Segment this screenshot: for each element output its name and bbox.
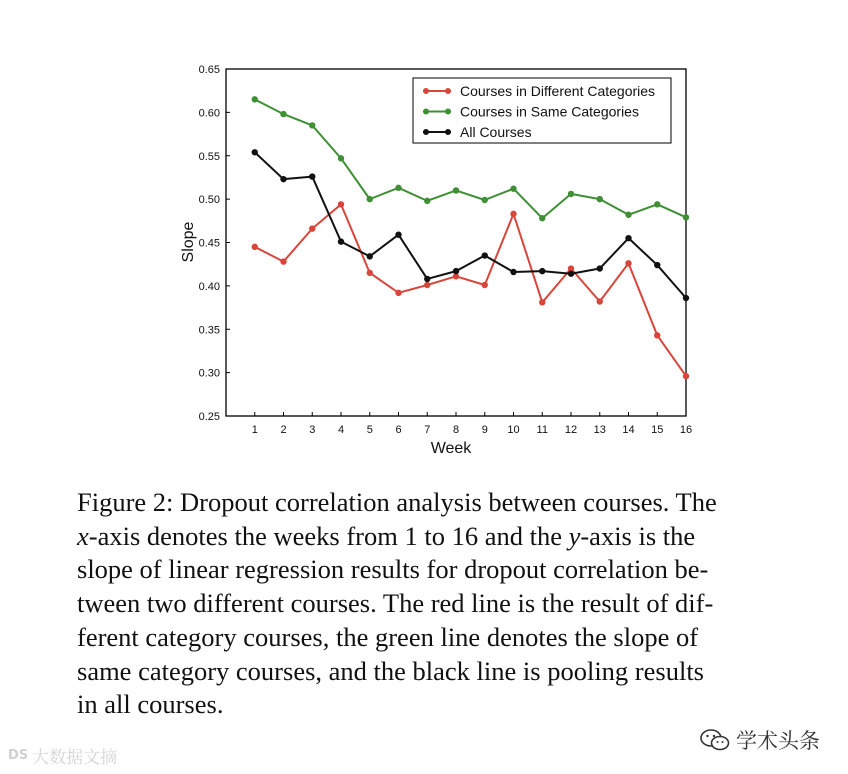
x-tick-label: 3 [309,424,316,436]
x-tick-label: 11 [536,424,548,436]
data-point-courses-in-same-categories [367,196,373,202]
x-tick-label: 5 [366,424,373,436]
data-point-courses-in-same-categories [510,186,516,192]
data-point-courses-in-same-categories [338,155,344,161]
data-point-all-courses [309,173,315,179]
data-point-courses-in-same-categories [424,198,430,204]
y-tick-label: 0.55 [198,150,220,163]
data-point-all-courses [395,231,401,237]
data-point-courses-in-different-categories [395,290,401,296]
caption-line-2-mid: -axis denotes the weeks from 1 to 16 and the [88,520,569,551]
caption-x-variable: x [77,520,89,551]
x-axis-title: Week [430,440,472,457]
data-point-courses-in-different-categories [252,244,258,250]
data-point-courses-in-different-categories [625,260,631,266]
data-point-courses-in-same-categories [683,214,689,220]
y-tick-label: 0.30 [198,367,220,380]
data-point-courses-in-different-categories [280,258,286,264]
data-point-courses-in-same-categories [280,111,286,117]
series-line-all-courses [255,152,686,298]
x-tick-label: 16 [679,424,693,436]
data-point-courses-in-same-categories [539,215,545,221]
data-point-courses-in-different-categories [367,270,373,276]
data-point-all-courses [539,268,545,274]
data-point-all-courses [568,271,574,277]
caption-line-4: tween two different courses. The red line is the result of dif- [77,588,714,619]
caption-line-5: ferent category courses, the green line denotes the slope of [77,621,699,652]
data-point-all-courses [625,235,631,241]
data-point-all-courses [338,238,344,244]
caption-line-3: slope of linear regression results for dropout correlation be- [77,554,709,585]
data-point-courses-in-same-categories [597,196,603,202]
x-tick-label: 8 [452,424,460,436]
x-tick-label: 9 [481,424,488,436]
data-point-all-courses [597,265,603,271]
data-point-courses-in-different-categories [510,211,516,217]
caption-line-2-end: -axis is the [580,520,696,551]
data-point-courses-in-same-categories [625,212,631,218]
legend-label-courses-in-same-categories: Courses in Same Categories [460,103,639,120]
wechat-icon [700,728,730,752]
data-point-courses-in-different-categories [424,282,430,288]
x-tick-label: 15 [651,424,664,436]
data-point-courses-in-different-categories [482,282,488,288]
series-line-courses-in-different-categories [255,204,686,376]
legend-marker-courses-in-same-categories [445,109,451,115]
data-point-all-courses [280,176,286,182]
x-tick-label: 1 [251,424,258,436]
data-point-all-courses [510,269,516,275]
data-point-courses-in-different-categories [309,225,315,231]
y-tick-label: 0.25 [198,411,220,423]
caption-line-1: Figure 2: Dropout correlation analysis between courses. The [77,487,717,517]
y-axis-title: Slope [180,221,197,263]
data-point-all-courses [654,262,660,268]
x-tick-label: 12 [564,424,578,436]
data-point-all-courses [367,253,373,259]
data-point-all-courses [252,149,258,155]
x-tick-label: 6 [395,424,402,436]
x-tick-label: 7 [424,424,431,436]
x-tick-label: 4 [337,424,345,436]
legend-label-all-courses: All Courses [460,124,532,140]
data-point-courses-in-different-categories [539,299,545,305]
caption-line-2 [77,520,812,554]
y-tick-label: 0.50 [198,194,220,207]
legend-marker-courses-in-different-categories [423,88,429,94]
watermark-right-text: 学术头条 [736,729,820,753]
data-point-courses-in-different-categories [338,201,344,207]
data-point-courses-in-same-categories [568,191,574,197]
x-tick-label: 14 [622,424,635,436]
watermark-right [700,725,820,755]
data-point-courses-in-same-categories [309,122,315,128]
data-point-all-courses [453,268,459,274]
y-tick-label: 0.60 [198,107,220,120]
data-point-courses-in-different-categories [654,332,660,338]
watermark-logo: DS [8,748,29,763]
data-point-courses-in-same-categories [395,185,401,191]
data-point-courses-in-same-categories [252,96,258,102]
y-tick-label: 0.40 [198,280,220,293]
legend-marker-courses-in-different-categories [445,88,451,94]
legend [413,78,671,143]
x-tick-label: 13 [593,424,606,436]
x-tick-label: 10 [507,424,520,436]
caption-y-variable: y [568,520,581,551]
data-point-courses-in-same-categories [453,187,459,193]
legend-marker-courses-in-same-categories [423,109,429,115]
legend-marker-all-courses [423,129,429,135]
x-tick-label: 2 [280,424,287,436]
data-point-courses-in-different-categories [597,298,603,304]
data-point-all-courses [683,295,689,301]
caption-line-6: same category courses, and the black line is pooling results [77,655,704,686]
caption-line-7: in all courses. [77,689,224,720]
watermark-left-text: 大数据文摘 [32,748,118,768]
data-point-all-courses [482,252,488,258]
y-tick-label: 0.65 [198,64,220,76]
legend-label-courses-in-different-categories: Courses in Different Categories [460,83,656,99]
data-point-all-courses [424,276,430,282]
y-tick-label: 0.35 [198,324,220,337]
watermark-left [8,743,117,768]
figure-caption [77,486,812,722]
data-point-courses-in-different-categories [683,373,689,379]
data-point-courses-in-same-categories [482,197,488,203]
data-point-courses-in-same-categories [654,201,660,207]
legend-marker-all-courses [445,129,451,135]
y-tick-label: 0.45 [198,237,220,250]
